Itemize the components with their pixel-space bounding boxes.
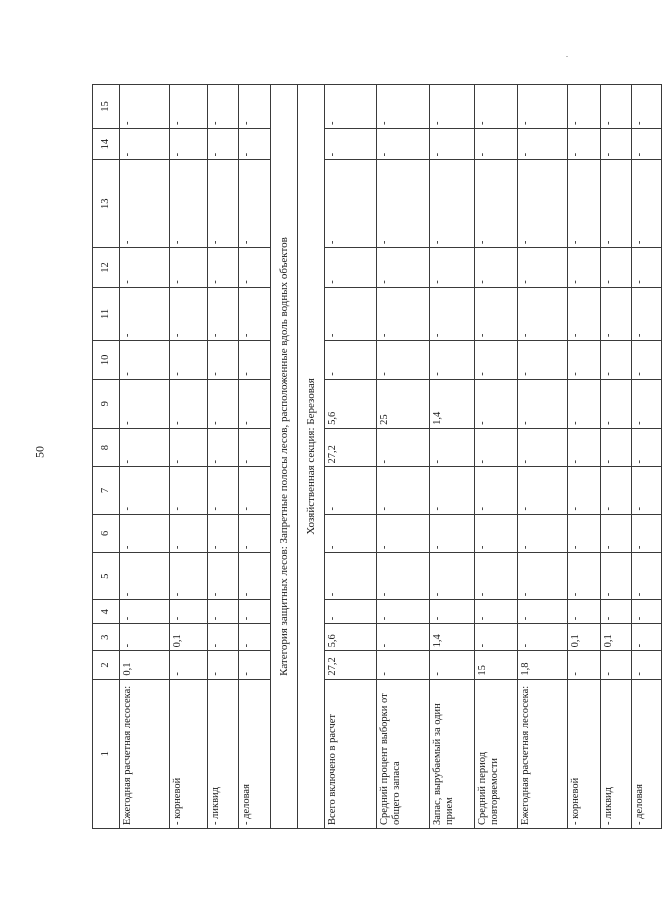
table-cell: 1,4 — [430, 624, 475, 651]
table-cell: - — [170, 651, 208, 679]
table-cell: - — [430, 600, 475, 624]
table-cell: - — [632, 624, 662, 651]
col-header-11: 11 — [93, 287, 120, 340]
table-cell: - — [518, 248, 568, 288]
table-cell: - — [430, 85, 475, 129]
section-heading: Хозяйственная секция: Березовая — [298, 85, 325, 829]
table-cell: - — [475, 85, 518, 129]
table-cell: - — [568, 85, 601, 129]
table-cell: - — [518, 160, 568, 248]
table-cell: - — [518, 341, 568, 380]
table-cell: - — [475, 624, 518, 651]
table-cell: - — [208, 128, 239, 159]
table-cell: - — [475, 600, 518, 624]
table-cell: - — [120, 467, 170, 514]
table-cell: - — [208, 428, 239, 467]
table-cell: - — [120, 160, 170, 248]
row-label: Ежегодная расчетная лесосека: — [120, 679, 170, 828]
table-cell: - — [601, 600, 632, 624]
block2-body — [325, 85, 662, 829]
table-cell: - — [568, 467, 601, 514]
table-cell: - — [475, 553, 518, 600]
table-cell: - — [325, 128, 377, 159]
rotated-table-frame — [92, 84, 645, 829]
table-cell: - — [325, 160, 377, 248]
table-cell: - — [518, 428, 568, 467]
table-cell: - — [518, 287, 568, 340]
table-cell: - — [120, 128, 170, 159]
table-cell: - — [601, 341, 632, 380]
table-row — [601, 85, 632, 829]
table-cell: - — [377, 467, 430, 514]
table-cell: - — [120, 553, 170, 600]
table-cell: - — [475, 341, 518, 380]
table-cell: - — [632, 248, 662, 288]
table-cell: - — [601, 379, 632, 428]
table-cell: - — [170, 160, 208, 248]
table-cell: - — [377, 341, 430, 380]
table-cell: - — [632, 651, 662, 679]
table-row — [208, 85, 239, 829]
table-cell: - — [120, 514, 170, 553]
table-cell: 0,1 — [170, 624, 208, 651]
table-cell: - — [170, 514, 208, 553]
table-cell: - — [377, 553, 430, 600]
table-cell: - — [475, 160, 518, 248]
table-cell: - — [239, 428, 271, 467]
table-cell: 1,8 — [518, 651, 568, 679]
table-cell: - — [239, 553, 271, 600]
table-cell: - — [377, 128, 430, 159]
table-row — [568, 85, 601, 829]
table-cell: - — [475, 428, 518, 467]
table-cell: - — [601, 248, 632, 288]
table-cell: - — [475, 287, 518, 340]
col-header-15: 15 — [93, 85, 120, 129]
table-cell: - — [239, 341, 271, 380]
row-label: - ликвид — [601, 679, 632, 828]
table-cell: - — [208, 600, 239, 624]
table-cell: - — [208, 514, 239, 553]
table-cell: - — [518, 624, 568, 651]
table-cell: - — [475, 379, 518, 428]
row-label: Ежегодная расчетная лесосека: — [518, 679, 568, 828]
table-cell: - — [632, 467, 662, 514]
table-cell: - — [208, 651, 239, 679]
header-row — [93, 85, 120, 829]
table-cell: - — [601, 287, 632, 340]
table-cell: - — [170, 85, 208, 129]
table-cell: 0,1 — [120, 651, 170, 679]
table-cell: - — [430, 160, 475, 248]
table-cell: - — [120, 287, 170, 340]
table-cell: - — [632, 514, 662, 553]
table-cell: - — [430, 467, 475, 514]
table-cell: - — [239, 514, 271, 553]
table-cell: - — [170, 600, 208, 624]
row-label: Средний процент выборки от общего запаса — [377, 679, 430, 828]
table-cell: - — [568, 160, 601, 248]
table-cell: - — [208, 248, 239, 288]
table-cell: - — [377, 651, 430, 679]
table-cell: - — [120, 85, 170, 129]
category-row — [271, 85, 298, 829]
col-header-13: 13 — [93, 160, 120, 248]
table-cell: - — [325, 600, 377, 624]
table-cell: 25 — [377, 379, 430, 428]
table-cell: - — [239, 85, 271, 129]
col-header-14: 14 — [93, 128, 120, 159]
table-cell: - — [475, 128, 518, 159]
table-cell: 0,1 — [601, 624, 632, 651]
table-cell: - — [325, 514, 377, 553]
row-label: - ликвид — [208, 679, 239, 828]
table-cell: - — [170, 467, 208, 514]
table-cell: - — [325, 341, 377, 380]
table-cell: - — [568, 248, 601, 288]
table-cell: - — [325, 287, 377, 340]
table-cell: - — [208, 341, 239, 380]
table-cell: - — [430, 651, 475, 679]
table-cell: - — [601, 428, 632, 467]
row-label: Всего включено в расчет — [325, 679, 377, 828]
col-header-2: 2 — [93, 651, 120, 679]
table-cell: - — [518, 553, 568, 600]
table-cell: - — [601, 651, 632, 679]
row-label: - корневой — [568, 679, 601, 828]
col-header-10: 10 — [93, 341, 120, 380]
table-cell: - — [120, 341, 170, 380]
section-row — [298, 85, 325, 829]
block1-body — [120, 85, 271, 829]
table-cell: - — [170, 379, 208, 428]
table-cell: - — [568, 514, 601, 553]
table-cell: - — [377, 514, 430, 553]
table-cell: - — [208, 85, 239, 129]
forestry-table — [92, 84, 662, 829]
table-cell: 27,2 — [325, 428, 377, 467]
table-cell: - — [170, 428, 208, 467]
table-row — [120, 85, 170, 829]
row-label: - корневой — [170, 679, 208, 828]
table-cell: - — [632, 341, 662, 380]
table-cell: - — [430, 514, 475, 553]
table-cell: - — [120, 248, 170, 288]
table-cell: - — [377, 428, 430, 467]
table-cell: - — [518, 128, 568, 159]
table-cell: - — [475, 248, 518, 288]
table-cell: - — [632, 128, 662, 159]
col-header-3: 3 — [93, 624, 120, 651]
table-cell: - — [170, 287, 208, 340]
table-cell: - — [170, 248, 208, 288]
category-heading: Категория защитных лесов: Запретные полосы лесов, расположенные вдоль водных объектов — [271, 85, 298, 829]
table-cell: - — [239, 128, 271, 159]
col-header-6: 6 — [93, 514, 120, 553]
table-cell: - — [632, 160, 662, 248]
table-cell: - — [170, 128, 208, 159]
table-cell: - — [208, 624, 239, 651]
table-cell: - — [377, 248, 430, 288]
table-row — [239, 85, 271, 829]
table-cell: - — [430, 128, 475, 159]
table-cell: - — [208, 379, 239, 428]
table-cell: 15 — [475, 651, 518, 679]
table-cell: - — [430, 341, 475, 380]
row-label: Запас, вырубаемый за один прием — [430, 679, 475, 828]
table-cell: - — [632, 428, 662, 467]
table-cell: - — [239, 624, 271, 651]
table-cell: - — [601, 553, 632, 600]
table-cell: 0,1 — [568, 624, 601, 651]
table-cell: - — [568, 287, 601, 340]
table-cell: - — [430, 248, 475, 288]
table-cell: - — [601, 160, 632, 248]
table-cell: - — [239, 651, 271, 679]
table-row — [325, 85, 377, 829]
col-header-12: 12 — [93, 248, 120, 288]
table-cell: - — [239, 248, 271, 288]
table-row — [430, 85, 475, 829]
table-cell: - — [120, 428, 170, 467]
col-header-4: 4 — [93, 600, 120, 624]
table-cell: 27,2 — [325, 651, 377, 679]
table-cell: - — [239, 160, 271, 248]
table-cell: - — [632, 287, 662, 340]
table-cell: 5,6 — [325, 624, 377, 651]
table-cell: - — [601, 128, 632, 159]
table-cell: - — [208, 287, 239, 340]
table-cell: - — [120, 379, 170, 428]
table-cell: - — [377, 600, 430, 624]
table-cell: - — [632, 600, 662, 624]
table-cell: - — [208, 160, 239, 248]
col-header-1: 1 — [93, 679, 120, 828]
table-cell: - — [239, 379, 271, 428]
table-cell: - — [601, 467, 632, 514]
table-row — [632, 85, 662, 829]
table-cell: - — [475, 514, 518, 553]
row-label: Средний период повторяемости — [475, 679, 518, 828]
table-cell: - — [325, 467, 377, 514]
table-cell: - — [518, 514, 568, 553]
table-row — [475, 85, 518, 829]
table-cell: - — [430, 287, 475, 340]
table-row — [518, 85, 568, 829]
table-cell: - — [568, 553, 601, 600]
table-cell: - — [430, 553, 475, 600]
table-cell: - — [568, 428, 601, 467]
col-header-7: 7 — [93, 467, 120, 514]
table-cell: - — [601, 514, 632, 553]
col-header-5: 5 — [93, 553, 120, 600]
scan-speck — [566, 56, 568, 57]
table-row — [170, 85, 208, 829]
table-cell: - — [518, 600, 568, 624]
table-cell: - — [632, 379, 662, 428]
table-cell: - — [377, 85, 430, 129]
table-cell: - — [208, 553, 239, 600]
table-cell: - — [170, 553, 208, 600]
table-cell: - — [632, 553, 662, 600]
table-cell: - — [568, 379, 601, 428]
table-cell: - — [120, 624, 170, 651]
table-cell: - — [518, 379, 568, 428]
table-cell: - — [208, 467, 239, 514]
table-cell: - — [601, 85, 632, 129]
table-cell: - — [377, 287, 430, 340]
table-cell: 5,6 — [325, 379, 377, 428]
table-cell: - — [325, 553, 377, 600]
row-label: - деловая — [632, 679, 662, 828]
table-row — [377, 85, 430, 829]
table-cell: - — [430, 428, 475, 467]
table-cell: - — [239, 600, 271, 624]
table-cell: - — [568, 341, 601, 380]
row-label: - деловая — [239, 679, 271, 828]
table-cell: - — [377, 160, 430, 248]
page-number: 50 — [32, 446, 47, 458]
table-cell: - — [518, 85, 568, 129]
table-cell: - — [325, 248, 377, 288]
table-cell: - — [632, 85, 662, 129]
table-cell: - — [120, 600, 170, 624]
table-cell: - — [518, 467, 568, 514]
table-cell: - — [325, 85, 377, 129]
table-cell: - — [239, 287, 271, 340]
table-cell: - — [475, 467, 518, 514]
col-header-9: 9 — [93, 379, 120, 428]
table-cell: - — [568, 600, 601, 624]
col-header-8: 8 — [93, 428, 120, 467]
table-cell: - — [239, 467, 271, 514]
table-cell: - — [377, 624, 430, 651]
table-cell: 1,4 — [430, 379, 475, 428]
table-cell: - — [170, 341, 208, 380]
table-cell: - — [568, 651, 601, 679]
table-cell: - — [568, 128, 601, 159]
